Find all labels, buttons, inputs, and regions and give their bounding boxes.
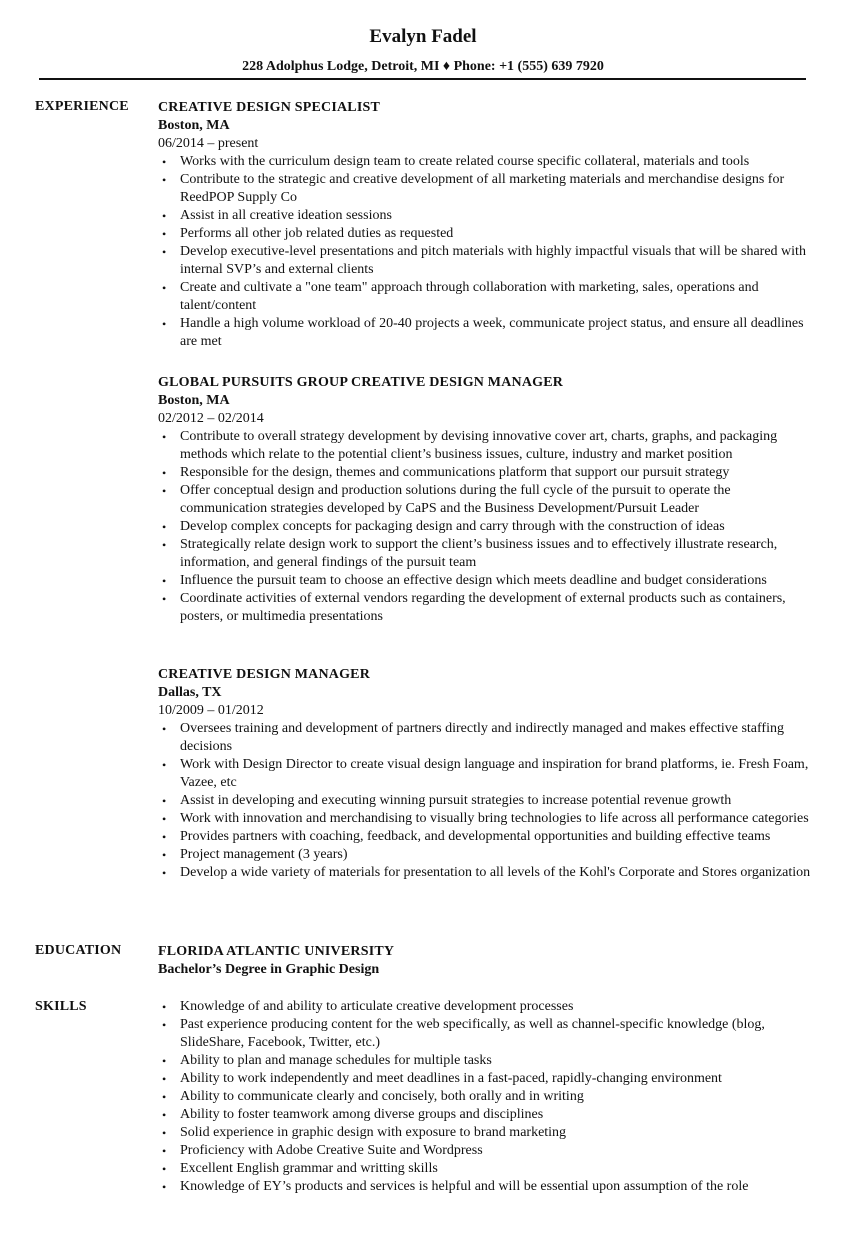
- list-item-text: Develop executive-level presentations and pitch materials with highly impactful visuals that will be shared with internal SVP’s and external clients: [180, 244, 806, 277]
- job-duties-list: [158, 428, 813, 626]
- list-item: [158, 1160, 813, 1178]
- list-item: [158, 1088, 813, 1106]
- list-item-text: Ability to work independently and meet deadlines in a fast-paced, rapidly-changing environment: [180, 1071, 722, 1086]
- list-item-text: Performs all other job related duties as requested: [180, 226, 454, 241]
- bullet-icon: •: [162, 209, 167, 223]
- list-item: [158, 1070, 813, 1088]
- bullet-icon: •: [162, 1000, 167, 1014]
- list-item-text: Knowledge of and ability to articulate creative development processes: [180, 999, 574, 1014]
- list-item-text: Proficiency with Adobe Creative Suite and Wordpress: [180, 1143, 483, 1158]
- list-item: [158, 720, 813, 756]
- list-item: [158, 207, 813, 225]
- bullet-icon: •: [162, 1162, 167, 1176]
- candidate-name: Evalyn Fadel: [369, 26, 477, 47]
- bullet-icon: •: [162, 538, 167, 552]
- list-item: [158, 998, 813, 1016]
- list-item-text: Develop a wide variety of materials for presentation to all levels of the Kohl's Corporate and Stores organization: [180, 865, 811, 880]
- list-item-text: Past experience producing content for the web specifically, as well as channel-specific knowledge (blog, SlideShare, Facebook, Twitter, etc.): [180, 1017, 765, 1050]
- job-entry: [158, 666, 813, 882]
- bullet-icon: •: [162, 1054, 167, 1068]
- bullet-icon: •: [162, 794, 167, 808]
- bullet-icon: •: [162, 1144, 167, 1158]
- list-item-text: Assist in developing and executing winning pursuit strategies to increase potential revenue growth: [180, 793, 732, 808]
- list-item: [158, 279, 813, 315]
- list-item: [158, 518, 813, 536]
- list-item: [158, 1142, 813, 1160]
- degree: Bachelor’s Degree in Graphic Design: [158, 962, 380, 977]
- bullet-icon: •: [162, 1018, 167, 1032]
- bullet-icon: •: [162, 1126, 167, 1140]
- bullet-icon: •: [162, 173, 167, 187]
- bullet-icon: •: [162, 430, 167, 444]
- bullet-icon: •: [162, 574, 167, 588]
- list-item-text: Ability to plan and manage schedules for multiple tasks: [180, 1053, 492, 1068]
- job-title: GLOBAL PURSUITS GROUP CREATIVE DESIGN MANAGER: [158, 375, 564, 390]
- job-entry: [158, 99, 813, 351]
- list-item-text: Project management (3 years): [180, 847, 348, 862]
- skills-entry: [158, 998, 813, 1196]
- education-section-label: EDUCATION: [35, 943, 122, 958]
- bullet-icon: •: [162, 520, 167, 534]
- list-item: [158, 590, 813, 626]
- list-item-text: Work with innovation and merchandising to visually bring technologies to life across all performance categories: [180, 811, 809, 826]
- bullet-icon: •: [162, 466, 167, 480]
- bullet-icon: •: [162, 866, 167, 880]
- bullet-icon: •: [162, 592, 167, 606]
- list-item: [158, 864, 813, 882]
- bullet-icon: •: [162, 1072, 167, 1086]
- bullet-icon: •: [162, 484, 167, 498]
- job-entry: [158, 374, 813, 626]
- bullet-icon: •: [162, 1108, 167, 1122]
- header-divider: [39, 78, 806, 80]
- list-item: [158, 536, 813, 572]
- list-item: [158, 1052, 813, 1070]
- list-item: [158, 464, 813, 482]
- list-item-text: Strategically relate design work to support the client’s business issues and to effectively illustrate research, information, and general findings of the pursuit team: [180, 537, 778, 570]
- bullet-icon: •: [162, 227, 167, 241]
- job-dates: 06/2014 – present: [158, 136, 259, 151]
- list-item: [158, 1124, 813, 1142]
- list-item-text: Work with Design Director to create visual design language and inspiration for brand platforms, ie. Fresh Foam, Vazee, etc: [180, 757, 809, 790]
- bullet-icon: •: [162, 758, 167, 772]
- list-item-text: Create and cultivate a "one team" approach through collaboration with marketing, sales, operations and talent/content: [180, 280, 759, 313]
- list-item-text: Influence the pursuit team to choose an effective design which meets deadline and budget considerations: [180, 573, 767, 588]
- list-item: [158, 171, 813, 207]
- list-item: [158, 810, 813, 828]
- list-item-text: Offer conceptual design and production solutions during the full cycle of the pursuit to operate the communication strategies developed by CaPS and the Business Development/Pursuit Leader: [180, 483, 731, 516]
- list-item: [158, 428, 813, 464]
- list-item-text: Provides partners with coaching, feedback, and developmental opportunities and building effective teams: [180, 829, 771, 844]
- list-item: [158, 482, 813, 518]
- bullet-icon: •: [162, 812, 167, 826]
- list-item-text: Contribute to the strategic and creative development of all marketing materials and merchandise designs for ReedPOP Supply Co: [180, 172, 785, 205]
- bullet-icon: •: [162, 1090, 167, 1104]
- job-location: Dallas, TX: [158, 685, 222, 700]
- school-name: FLORIDA ATLANTIC UNIVERSITY: [158, 944, 395, 959]
- bullet-icon: •: [162, 317, 167, 331]
- contact-line: 228 Adolphus Lodge, Detroit, MI ♦ Phone: +1 (555) 639 7920: [242, 59, 604, 74]
- job-location: Boston, MA: [158, 118, 230, 133]
- list-item: [158, 792, 813, 810]
- bullet-icon: •: [162, 281, 167, 295]
- list-item: [158, 315, 813, 351]
- list-item-text: Oversees training and development of partners directly and indirectly managed and makes effective staffing decisions: [180, 721, 784, 754]
- list-item-text: Excellent English grammar and writting skills: [180, 1161, 438, 1176]
- list-item: [158, 572, 813, 590]
- bullet-icon: •: [162, 722, 167, 736]
- education-entry: [158, 943, 813, 979]
- skills-list: [158, 998, 813, 1196]
- job-duties-list: [158, 720, 813, 882]
- bullet-icon: •: [162, 1180, 167, 1194]
- list-item-text: Knowledge of EY’s products and services is helpful and will be essential upon assumption of the role: [180, 1179, 749, 1194]
- job-duties-list: [158, 153, 813, 351]
- experience-section-label: EXPERIENCE: [35, 99, 129, 114]
- bullet-icon: •: [162, 155, 167, 169]
- list-item: [158, 1106, 813, 1124]
- list-item-text: Works with the curriculum design team to create related course specific collateral, materials and tools: [180, 154, 750, 169]
- bullet-icon: •: [162, 848, 167, 862]
- list-item: [158, 756, 813, 792]
- list-item: [158, 153, 813, 171]
- job-dates: 10/2009 – 01/2012: [158, 703, 264, 718]
- list-item: [158, 243, 813, 279]
- list-item-text: Contribute to overall strategy development by devising innovative cover art, charts, graphs, and packaging methods which relate to the potential client’s business issues, culture, industry and market position: [180, 429, 778, 462]
- job-dates: 02/2012 – 02/2014: [158, 411, 264, 426]
- list-item: [158, 828, 813, 846]
- list-item: [158, 225, 813, 243]
- job-location: Boston, MA: [158, 393, 230, 408]
- list-item-text: Responsible for the design, themes and communications platform that support our pursuit strategy: [180, 465, 730, 480]
- list-item-text: Solid experience in graphic design with exposure to brand marketing: [180, 1125, 567, 1140]
- list-item-text: Handle a high volume workload of 20-40 projects a week, communicate project status, and ensure all deadlines are met: [180, 316, 804, 349]
- list-item: [158, 1178, 813, 1196]
- list-item-text: Ability to foster teamwork among diverse groups and disciplines: [180, 1107, 544, 1122]
- list-item-text: Assist in all creative ideation sessions: [180, 208, 392, 223]
- job-title: CREATIVE DESIGN MANAGER: [158, 667, 371, 682]
- job-title: CREATIVE DESIGN SPECIALIST: [158, 100, 381, 115]
- skills-section-label: SKILLS: [35, 999, 87, 1014]
- bullet-icon: •: [162, 245, 167, 259]
- list-item-text: Develop complex concepts for packaging design and carry through with the construction of ideas: [180, 519, 725, 534]
- list-item-text: Coordinate activities of external vendors regarding the development of external products such as containers, posters, or multimedia presentations: [180, 591, 786, 624]
- list-item: [158, 846, 813, 864]
- bullet-icon: •: [162, 830, 167, 844]
- list-item: [158, 1016, 813, 1052]
- list-item-text: Ability to communicate clearly and concisely, both orally and in writing: [180, 1089, 584, 1104]
